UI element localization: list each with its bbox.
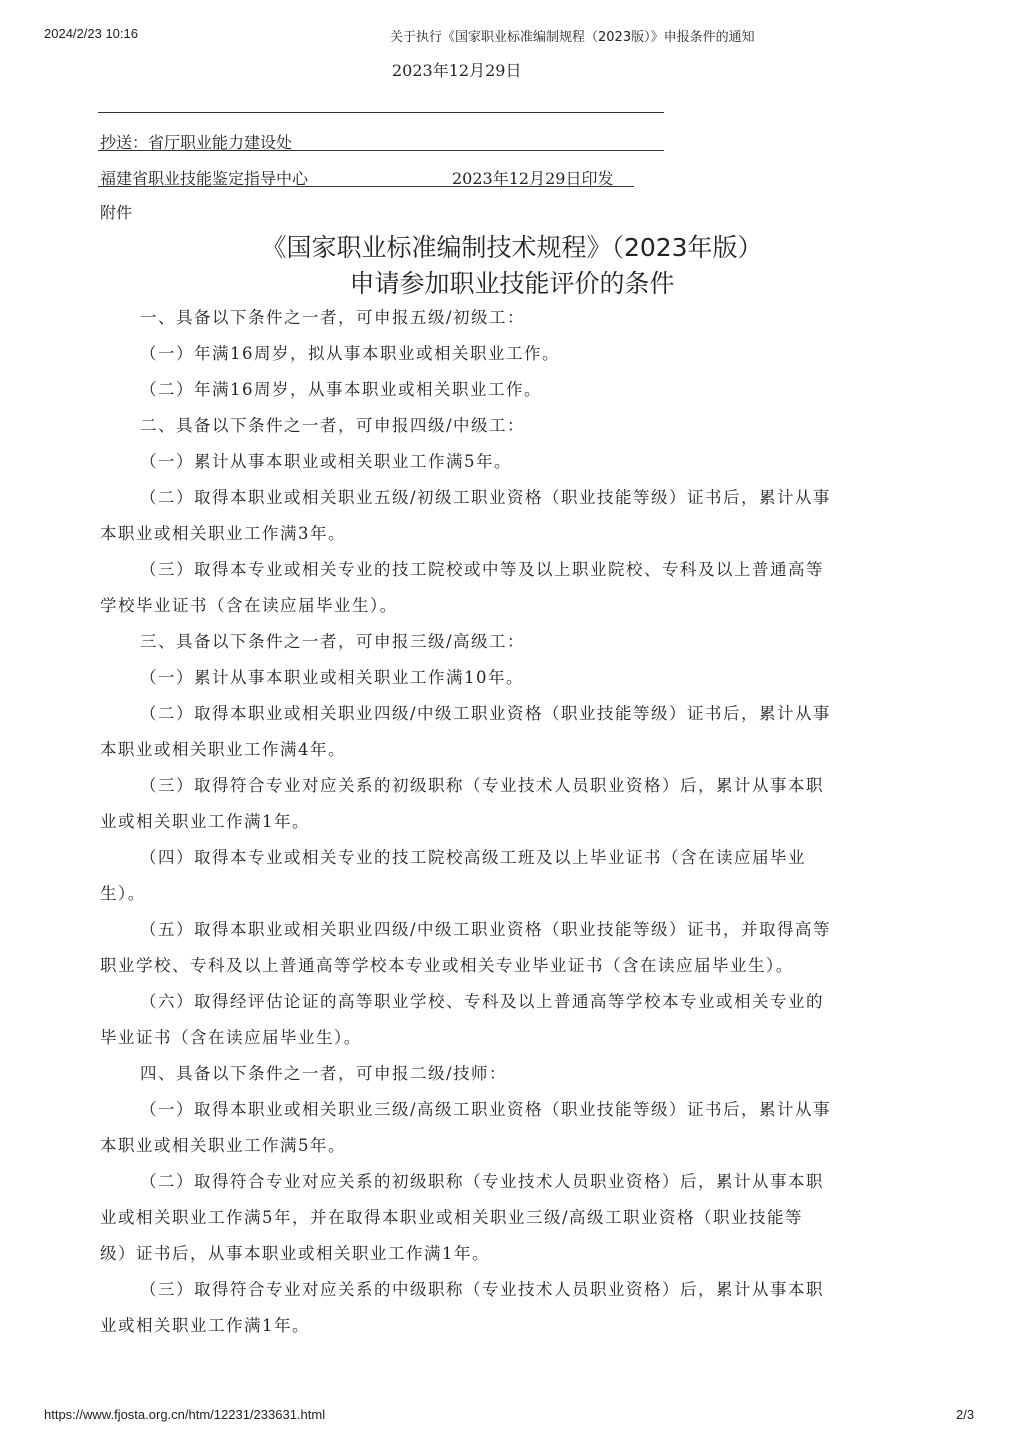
paragraph: （二）年满16周岁，从事本职业或相关职业工作。 (140, 380, 542, 399)
divider-bottom (98, 186, 634, 187)
paragraph: （六）取得经评估论证的高等职业学校、专科及以上普通高等学校本专业或相关专业的 (140, 992, 824, 1011)
paragraph: （二）取得本职业或相关职业五级/初级工职业资格（职业技能等级）证书后，累计从事 (140, 488, 832, 507)
paragraph-continuation: 职业学校、专科及以上普通高等学校本专业或相关专业毕业证书（含在读应届毕业生）。 (100, 956, 794, 975)
document-title-line-2: 申请参加职业技能评价的条件 (349, 269, 675, 298)
paragraph: （三）取得本专业或相关专业的技工院校或中等及以上职业院校、专科及以上普通高等 (140, 560, 824, 579)
print-url: https://www.fjosta.org.cn/htm/12231/233631.html (44, 1407, 326, 1422)
paragraph-continuation: 业或相关职业工作满5年，并在取得本职业或相关职业三级/高级工职业资格（职业技能等 (100, 1208, 804, 1227)
paragraph-continuation: 毕业证书（含在读应届毕业生）。 (100, 1028, 362, 1047)
issuer-name: 福建省职业技能鉴定指导中心 (100, 169, 309, 188)
paragraph: （二）取得符合专业对应关系的初级职称（专业技术人员职业资格）后，累计从事本职 (140, 1172, 824, 1191)
paragraph: （一）取得本职业或相关职业三级/高级工职业资格（职业技能等级）证书后，累计从事 (140, 1100, 832, 1119)
document-title-line-1: 《国家职业标准编制技术规程》（2023年版） (261, 233, 763, 262)
paragraph-continuation: 业或相关职业工作满1年。 (100, 812, 310, 831)
paragraph-continuation: 生）。 (100, 884, 146, 903)
document-date: 2023年12月29日 (392, 61, 522, 80)
issue-date: 2023年12月29日印发 (452, 169, 614, 188)
attachment-label: 附件 (100, 203, 133, 222)
section-heading-4: 四、具备以下条件之一者，可申报二级/技师： (140, 1064, 508, 1083)
paragraph: （三）取得符合专业对应关系的初级职称（专业技术人员职业资格）后，累计从事本职 (140, 776, 824, 795)
section-heading-3: 三、具备以下条件之一者，可申报三级/高级工： (140, 632, 526, 651)
paragraph: （一）年满16周岁，拟从事本职业或相关职业工作。 (140, 344, 560, 363)
paragraph: （四）取得本专业或相关专业的技工院校高级工班及以上毕业证书（含在读应届毕业 (140, 848, 806, 867)
section-heading-2: 二、具备以下条件之一者，可申报四级/中级工： (140, 416, 526, 435)
paragraph: （三）取得符合专业对应关系的中级职称（专业技术人员职业资格）后，累计从事本职 (140, 1280, 824, 1299)
cc-line: 抄送：省厅职业能力建设处 (100, 133, 293, 152)
paragraph: （二）取得本职业或相关职业四级/中级工职业资格（职业技能等级）证书后，累计从事 (140, 704, 832, 723)
print-timestamp: 2024/2/23 10:16 (44, 26, 138, 41)
paragraph: （一）累计从事本职业或相关职业工作满5年。 (140, 452, 512, 471)
paragraph: （一）累计从事本职业或相关职业工作满10年。 (140, 668, 524, 687)
paragraph: （五）取得本职业或相关职业四级/中级工职业资格（职业技能等级）证书，并取得高等 (140, 920, 832, 939)
section-heading-1: 一、具备以下条件之一者，可申报五级/初级工： (140, 308, 526, 327)
document-body (100, 300, 920, 1344)
divider-top (98, 112, 664, 113)
paragraph-continuation: 级）证书后，从事本职业或相关职业工作满1年。 (100, 1244, 490, 1263)
paragraph-continuation: 本职业或相关职业工作满3年。 (100, 524, 346, 543)
divider-middle (98, 150, 664, 151)
paragraph-continuation: 本职业或相关职业工作满5年。 (100, 1136, 346, 1155)
paragraph-continuation: 本职业或相关职业工作满4年。 (100, 740, 346, 759)
print-page-number: 2/3 (956, 1407, 975, 1422)
print-page-title: 关于执行《国家职业标准编制规程（2023版）》申报条件的通知 (390, 30, 755, 45)
paragraph-continuation: 业或相关职业工作满1年。 (100, 1316, 310, 1335)
paragraph-continuation: 学校毕业证书（含在读应届毕业生）。 (100, 596, 398, 615)
